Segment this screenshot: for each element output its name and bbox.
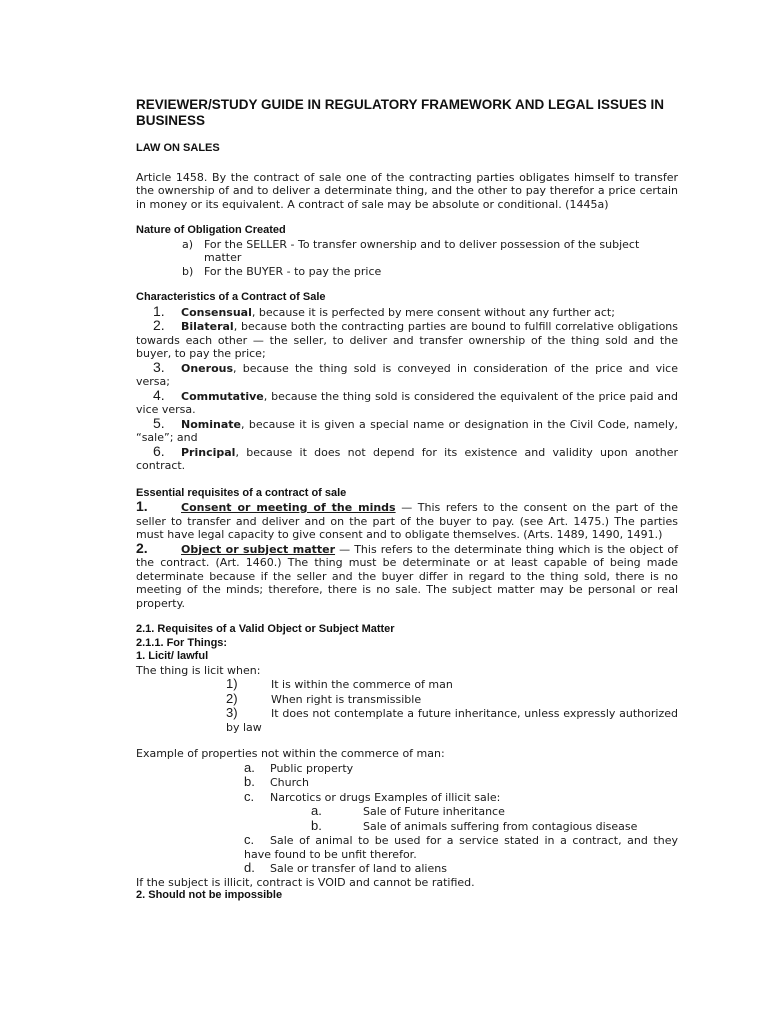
characteristics-section: [136, 291, 678, 473]
item-number: 6.: [153, 442, 165, 459]
example-item: [136, 761, 678, 776]
article-1458-paragraph: Article 1458. By the contract of sale one of the contracting parties obligates himself to transfer the ownership of and to deliver a determinate thing, and the other to pay therefor a price certain in money or its equivalent. A contract of sale may be absolute or conditional. (1445a): [136, 170, 678, 211]
list-marker: 1): [226, 676, 238, 691]
list-marker: a.: [244, 759, 255, 775]
section-heading-law-on-sales: LAW ON SALES: [136, 142, 220, 154]
valid-object-section: [136, 623, 678, 734]
example-item: [136, 775, 678, 790]
characteristic-term: Commutative: [181, 389, 264, 403]
characteristic-item: [136, 319, 678, 361]
characteristic-term: Consensual: [181, 305, 252, 319]
nature-heading: Nature of Obligation Created: [136, 224, 286, 236]
characteristic-item: [136, 358, 678, 389]
example-sub-item: [136, 804, 678, 819]
characteristic-text: , because the thing sold is considered the equivalent of the price paid and vice versa.: [136, 389, 678, 416]
requisite-item: [136, 539, 678, 611]
characteristic-term: Bilateral: [181, 320, 234, 333]
item-number: 1.: [153, 302, 165, 319]
essential-requisites-section: [136, 487, 678, 611]
licit-item: [136, 692, 678, 707]
list-item-text: Sale of Future inheritance: [363, 805, 505, 818]
list-marker: c.: [244, 832, 255, 847]
list-item-text: For the SELLER - To transfer ownership and to deliver possession of the subject matter: [204, 237, 640, 264]
characteristic-term: Nominate: [181, 417, 241, 431]
example-item: [136, 833, 678, 861]
not-impossible-heading: 2. Should not be impossible: [136, 889, 283, 901]
document-content: [136, 97, 678, 903]
nature-of-obligation-section: [136, 224, 678, 278]
list-marker: a): [182, 237, 194, 251]
licit-intro: The thing is licit when:: [136, 663, 261, 677]
list-item: [136, 265, 678, 279]
item-number: 4.: [153, 386, 165, 403]
list-marker: 3): [226, 705, 238, 720]
examples-section: [136, 747, 678, 903]
characteristic-text: , because both the contracting parties are bound to fulfill correlative obligations towards each other — the seller, to deliver and transfer ownership of the thing sold and the buyer, to pay the price;: [136, 320, 678, 360]
characteristic-item: [136, 386, 678, 417]
characteristic-term: Onerous: [181, 361, 234, 375]
list-marker: c.: [244, 788, 255, 804]
for-things-heading: 2.1.1. For Things:: [136, 636, 228, 649]
list-item-text: For the BUYER - to pay the price: [204, 264, 382, 278]
list-item-text: It is within the commerce of man: [271, 678, 453, 691]
licit-item: [136, 677, 678, 692]
item-number: 1.: [136, 498, 148, 514]
licit-item: [136, 706, 678, 734]
list-item-text: Public property: [270, 761, 354, 775]
nature-list: [136, 238, 678, 279]
list-item-text: Sale of animals suffering from contagious disease: [363, 819, 638, 833]
list-item-text: Sale of animal to be used for a service stated in a contract, and they have found to be unfit therefor.: [244, 834, 678, 861]
list-marker: d.: [244, 860, 255, 875]
list-item-text: Sale or transfer of land to aliens: [270, 862, 447, 875]
requisite-item: [136, 500, 678, 542]
item-number: 2.: [153, 317, 165, 333]
document-title: REVIEWER/STUDY GUIDE IN REGULATORY FRAMEWORK AND LEGAL ISSUES IN BUSINESS: [136, 97, 665, 128]
characteristic-term: Principal: [181, 445, 236, 459]
example-item: [136, 790, 678, 805]
list-marker: a.: [311, 803, 322, 818]
list-marker: 2): [226, 690, 238, 706]
characteristic-text: , because the thing sold is conveyed in consideration of the price and vice versa;: [136, 361, 678, 388]
requisite-term: Consent or meeting of the minds: [181, 501, 396, 514]
list-marker: b.: [311, 817, 322, 833]
list-item-text: When right is transmissible: [271, 692, 422, 706]
characteristic-item: [136, 302, 678, 320]
item-number: 2.: [136, 539, 148, 556]
characteristic-text: , because it is given a special name or designation in the Civil Code, namely, “sale”; and: [136, 417, 678, 444]
characteristic-item: [136, 414, 678, 445]
licit-heading: 1. Licit/ lawful: [136, 650, 209, 662]
characteristics-heading: Characteristics of a Contract of Sale: [136, 291, 326, 303]
requisite-text: — This refers to the consent on the part of the seller to transfer and deliver and on the part of the buyer to pay. (see Art. 1475.) The parties must have legal capacity to give consent and to obligate themselves. (Arts. 1489, 1490, 1491.): [136, 501, 678, 541]
item-number: 3.: [153, 358, 165, 375]
characteristic-text: , because it is perfected by mere consent without any further act;: [251, 305, 615, 319]
valid-object-heading: 2.1. Requisites of a Valid Object or Subject Matter: [136, 623, 395, 635]
example-sub-item: [136, 819, 678, 834]
item-number: 5.: [153, 414, 165, 431]
list-marker: b.: [244, 774, 255, 789]
list-item-text: It does not contemplate a future inheritance, unless expressly authorized by law: [226, 707, 678, 734]
example-item: [136, 861, 678, 876]
essential-heading: Essential requisites of a contract of sale: [136, 486, 347, 499]
list-item-text: Narcotics or drugs Examples of illicit sale:: [270, 790, 501, 804]
list-item: [136, 238, 678, 265]
examples-intro: Example of properties not within the commerce of man:: [136, 747, 445, 760]
list-marker: b): [182, 264, 194, 278]
list-item-text: Church: [270, 776, 309, 789]
characteristic-text: , because it does not depend for its existence and validity upon another contract.: [136, 445, 678, 472]
void-note: If the subject is illicit, contract is VOID and cannot be ratified.: [136, 875, 475, 889]
requisite-term: Object or subject matter: [181, 542, 336, 556]
characteristic-item: [136, 442, 678, 473]
requisite-text: — This refers to the determinate thing which is the object of the contract. (Art. 1460.) The thing must be determinate or at least capable of being made determinate because if the seller and the buyer differ in regard to the thing sold, there is no meeting of the minds; therefore, there is no sale. The subject matter may be personal or real property.: [136, 542, 678, 610]
